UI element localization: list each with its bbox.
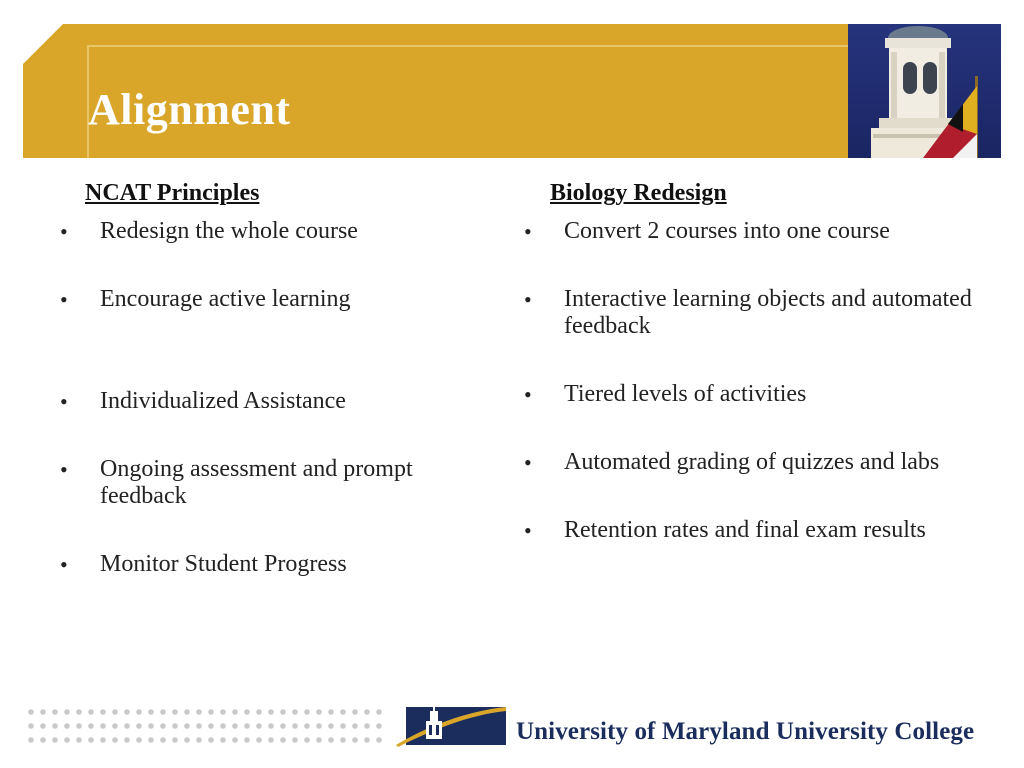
- right-bullet-list: [522, 218, 972, 544]
- left-column-heading: NCAT Principles: [85, 180, 260, 206]
- umuc-logo-icon: [396, 697, 506, 747]
- slide-title: Alignment: [88, 85, 291, 134]
- list-item: • Ongoing assessment and prompt feedback: [58, 456, 498, 510]
- list-item: • Encourage active learning: [58, 286, 498, 313]
- list-item: • Tiered levels of activities: [522, 381, 972, 408]
- list-item: • Redesign the whole course: [58, 218, 498, 245]
- list-item: • Interactive learning objects and automated feedback: [522, 286, 972, 340]
- right-column: [522, 180, 972, 544]
- dot-grid-decoration: [27, 708, 387, 748]
- right-column-heading: Biology Redesign: [550, 180, 727, 206]
- list-item: • Automated grading of quizzes and labs: [522, 449, 972, 476]
- list-item: • Convert 2 courses into one course: [522, 218, 972, 245]
- institution-name: University of Maryland University College: [516, 718, 975, 745]
- left-bullet-list: [58, 218, 498, 578]
- cupola-photo: [848, 24, 1001, 158]
- left-column: [58, 180, 498, 578]
- list-item: • Retention rates and final exam results: [522, 517, 972, 544]
- list-item: • Individualized Assistance: [58, 388, 498, 415]
- list-item: • Monitor Student Progress: [58, 551, 498, 578]
